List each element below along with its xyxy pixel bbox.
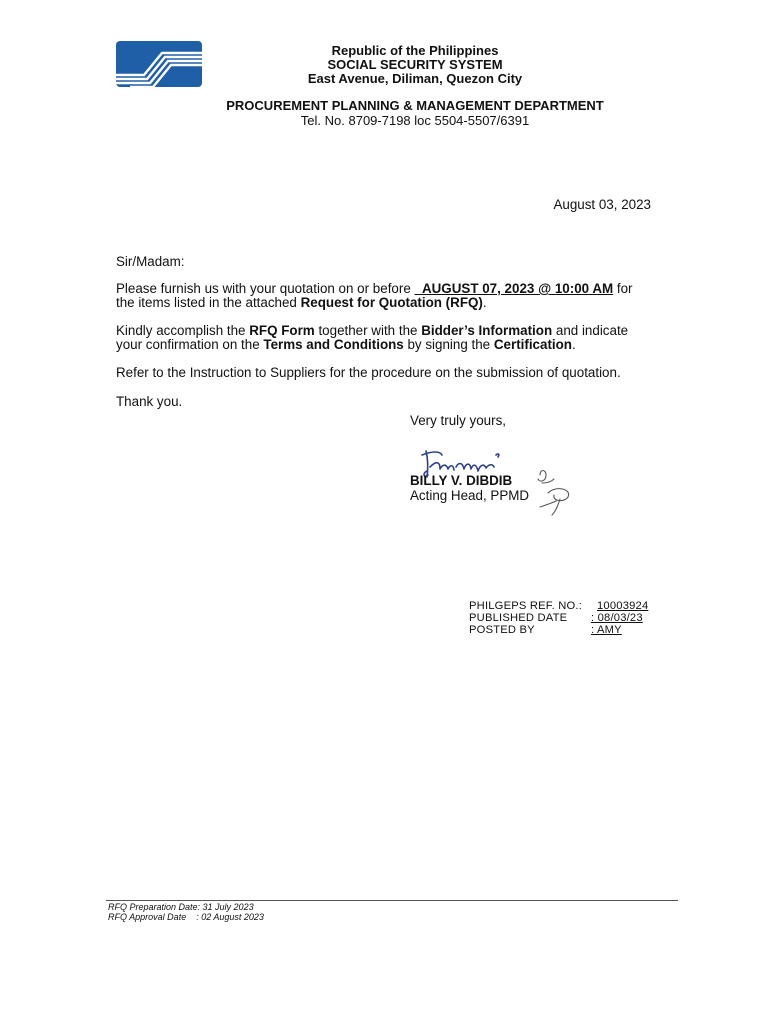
signatory-title: Acting Head, PPMD [410,488,530,503]
p2-text-a: Kindly accomplish the [116,323,246,338]
header-address: East Avenue, Diliman, Quezon City [307,71,523,86]
p1-text-a: Please furnish us with your quotation on or before [116,281,411,296]
philgeps-ref-value: 10003924 [597,600,649,612]
posted-by-row [469,624,669,636]
posted-by-label: POSTED BY [469,624,535,636]
philgeps-ref-label: PHILGEPS REF. NO.: [469,600,583,612]
salutation: Sir/Madam: [116,254,185,269]
p2-text-e: by signing the [407,337,491,352]
thank-you: Thank you. [116,394,183,409]
paragraph-2-line-1 [116,324,628,338]
signatory-name: BILLY V. DIBDIB [410,473,513,488]
paragraph-3: Refer to the Instruction to Suppliers for the procedure on the submission of quotation. [116,365,621,380]
header-republic: Republic of the Philippines [331,43,499,58]
paragraph-2-line-2 [116,338,576,352]
rfq-reference: Request for Quotation (RFQ) [300,295,483,310]
paragraph-1-line-1 [116,282,633,296]
posted-by-value: : AMY [591,624,622,636]
p2-text-c: and indicate [555,323,629,338]
published-date-row [469,612,669,624]
terms-and-conditions: Terms and Conditions [263,337,404,352]
deadline [415,281,614,296]
p2-period: . [571,337,576,352]
footer-divider [106,900,678,901]
p1-text-c: the items listed in the attached [116,295,297,310]
bidders-information: Bidder’s Information [421,323,553,338]
paragraph-1-line-2 [116,296,487,310]
p1-text-b: for [616,281,633,296]
header-agency: SOCIAL SECURITY SYSTEM [327,57,503,72]
certification: Certification [493,337,572,352]
rfq-approval-date: RFQ Approval Date : 02 August 2023 [108,912,264,922]
letter-date: August 03, 2023 [553,197,651,212]
p2-text-b: together with the [318,323,418,338]
published-date-label: PUBLISHED DATE [469,612,568,624]
closing: Very truly yours, [410,413,506,428]
p1-period: . [482,295,487,310]
header-department: PROCUREMENT PLANNING & MANAGEMENT DEPARTMENT [226,98,604,113]
p2-text-d: your confirmation on the [116,337,260,352]
deadline-text: AUGUST 07, 2023 @ 10:00 AM [421,281,614,296]
rfq-preparation-date: RFQ Preparation Date: 31 July 2023 [108,902,254,912]
header-telephone: Tel. No. 8709-7198 loc 5504-5507/6391 [300,113,530,128]
rfq-form: RFQ Form [249,323,315,338]
philgeps-ref-row [469,600,669,612]
published-date-value: : 08/03/23 [591,612,643,624]
